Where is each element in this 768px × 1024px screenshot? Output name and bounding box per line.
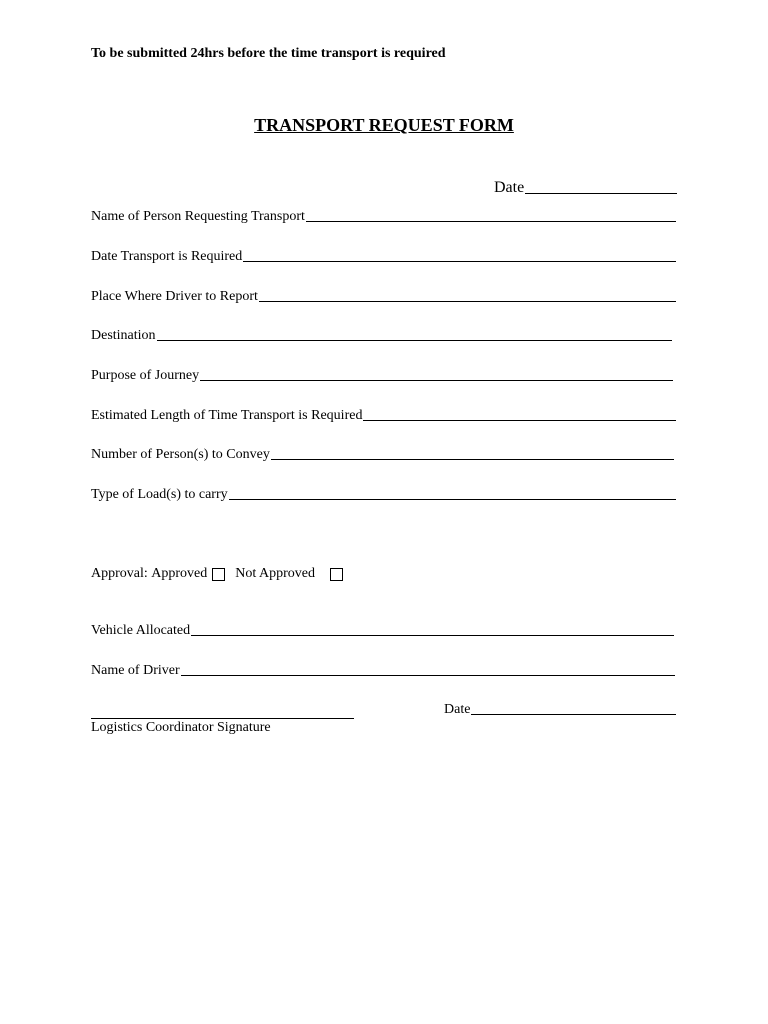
load-type-field[interactable] [91, 487, 676, 503]
report-place-label: Place Where Driver to Report [91, 289, 258, 304]
form-date-label: Date [494, 179, 525, 196]
driver-name-field[interactable] [91, 663, 675, 679]
approved-checkbox[interactable] [212, 568, 225, 581]
destination-label: Destination [91, 328, 156, 343]
signature-date-field[interactable] [444, 702, 676, 718]
journey-purpose-field[interactable] [91, 368, 673, 384]
approval-row [91, 566, 343, 582]
persons-count-label: Number of Person(s) to Convey [91, 447, 270, 462]
journey-purpose-label: Purpose of Journey [91, 368, 200, 383]
form-date-field[interactable] [494, 179, 677, 197]
time-length-field[interactable] [91, 408, 676, 424]
transport-date-field[interactable] [91, 249, 676, 265]
time-length-line[interactable] [363, 419, 676, 421]
form-date-line[interactable] [525, 192, 677, 194]
load-type-label: Type of Load(s) to carry [91, 487, 228, 502]
transport-date-line[interactable] [243, 260, 676, 262]
report-place-field[interactable] [91, 289, 676, 305]
submission-notice: To be submitted 24hrs before the time transport is required [91, 46, 446, 61]
signature-label: Logistics Coordinator Signature [91, 720, 271, 735]
form-title: TRANSPORT REQUEST FORM [254, 115, 514, 135]
signature-date-label: Date [444, 702, 471, 717]
requester-name-label: Name of Person Requesting Transport [91, 209, 305, 224]
driver-name-label: Name of Driver [91, 663, 180, 678]
destination-field[interactable] [91, 328, 672, 344]
not-approved-label: Not Approved [235, 566, 315, 581]
persons-count-field[interactable] [91, 447, 674, 463]
vehicle-allocated-field[interactable] [91, 623, 674, 639]
signature-line[interactable] [91, 717, 354, 719]
approved-label: Approved [151, 566, 208, 581]
destination-line[interactable] [157, 339, 672, 341]
requester-name-line[interactable] [306, 220, 676, 222]
not-approved-checkbox[interactable] [330, 568, 343, 581]
requester-name-field[interactable] [91, 209, 676, 225]
vehicle-allocated-line[interactable] [191, 634, 674, 636]
report-place-line[interactable] [259, 300, 676, 302]
journey-purpose-line[interactable] [200, 379, 673, 381]
persons-count-line[interactable] [271, 458, 674, 460]
signature-date-line[interactable] [471, 713, 676, 715]
transport-date-label: Date Transport is Required [91, 249, 243, 264]
time-length-label: Estimated Length of Time Transport is Required [91, 408, 363, 423]
load-type-line[interactable] [229, 498, 676, 500]
vehicle-allocated-label: Vehicle Allocated [91, 623, 191, 638]
driver-name-line[interactable] [181, 674, 675, 676]
approval-label: Approval: [91, 566, 148, 581]
